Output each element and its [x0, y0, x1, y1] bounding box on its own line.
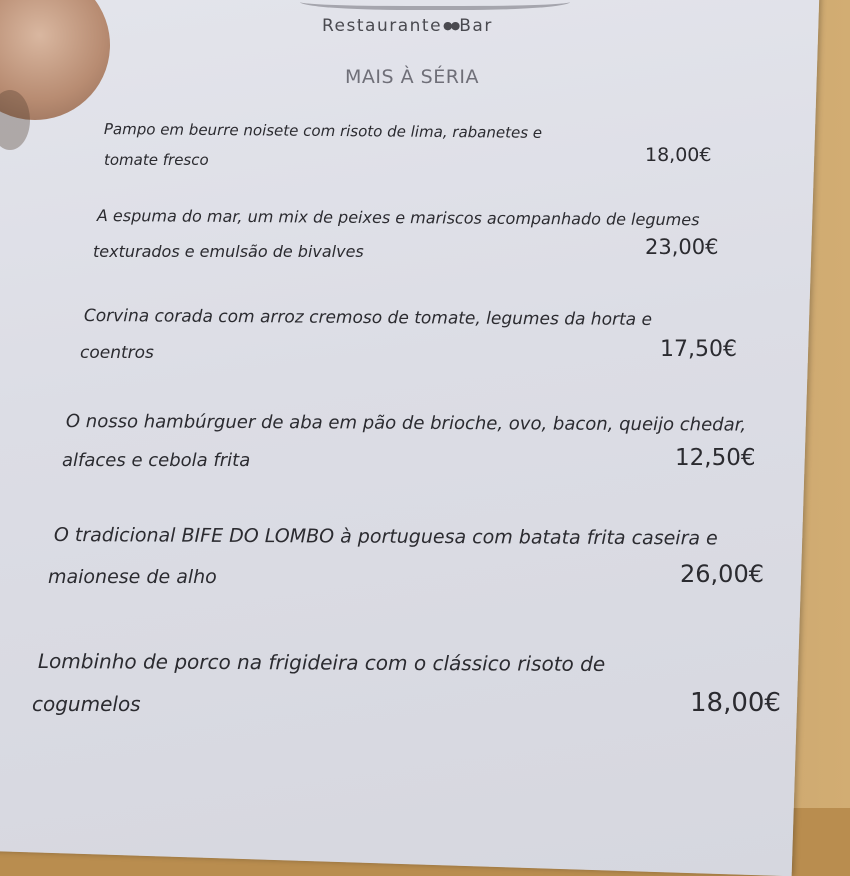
menu-item-4-line2: alfaces e cebola frita [62, 450, 251, 471]
menu-item-3-price: 17,50€ [660, 337, 737, 362]
menu-item-5-line2: maionese de alho [48, 566, 217, 588]
brand-restaurante: Restaurante [322, 16, 443, 36]
menu-item-3-line1: Corvina corada com arroz cremoso de tomate, legumes da horta e [83, 306, 653, 330]
menu-item-2-line1: A espuma do mar, um mix de peixes e mariscos acompanhado de legumes [96, 206, 700, 230]
menu-item-4-price: 12,50€ [675, 445, 756, 471]
menu-item-3-line2: coentros [80, 343, 154, 363]
menu-item-5-line1: O tradicional BIFE DO LOMBO à portuguesa com batata frita caseira e [53, 524, 718, 550]
restaurant-brand [322, 16, 493, 36]
menu-item-6-line2: cogumelos [32, 692, 141, 716]
menu-item-1-price: 18,00€ [645, 144, 712, 166]
brand-dots-icon: ●● [443, 19, 459, 32]
section-title: MAIS À SÉRIA [345, 66, 479, 88]
menu-item-4-line1: O nosso hambúrguer de aba em pão de brioche, ovo, bacon, queijo chedar, [65, 411, 747, 436]
menu-item-2-price: 23,00€ [645, 235, 719, 259]
brand-bar: Bar [459, 16, 493, 36]
menu-item-1-line2: tomate fresco [104, 151, 209, 169]
menu-item-6-line1: Lombinho de porco na frigideira com o clássico risoto de [37, 649, 606, 676]
menu-item-1-line1: Pampo em beurre noisete com risoto de lima, rabanetes e [103, 120, 543, 142]
menu-item-6-price: 18,00€ [690, 688, 781, 718]
menu-item-5-price: 26,00€ [680, 560, 764, 588]
menu-item-2-line2: texturados e emulsão de bivalves [93, 242, 364, 261]
